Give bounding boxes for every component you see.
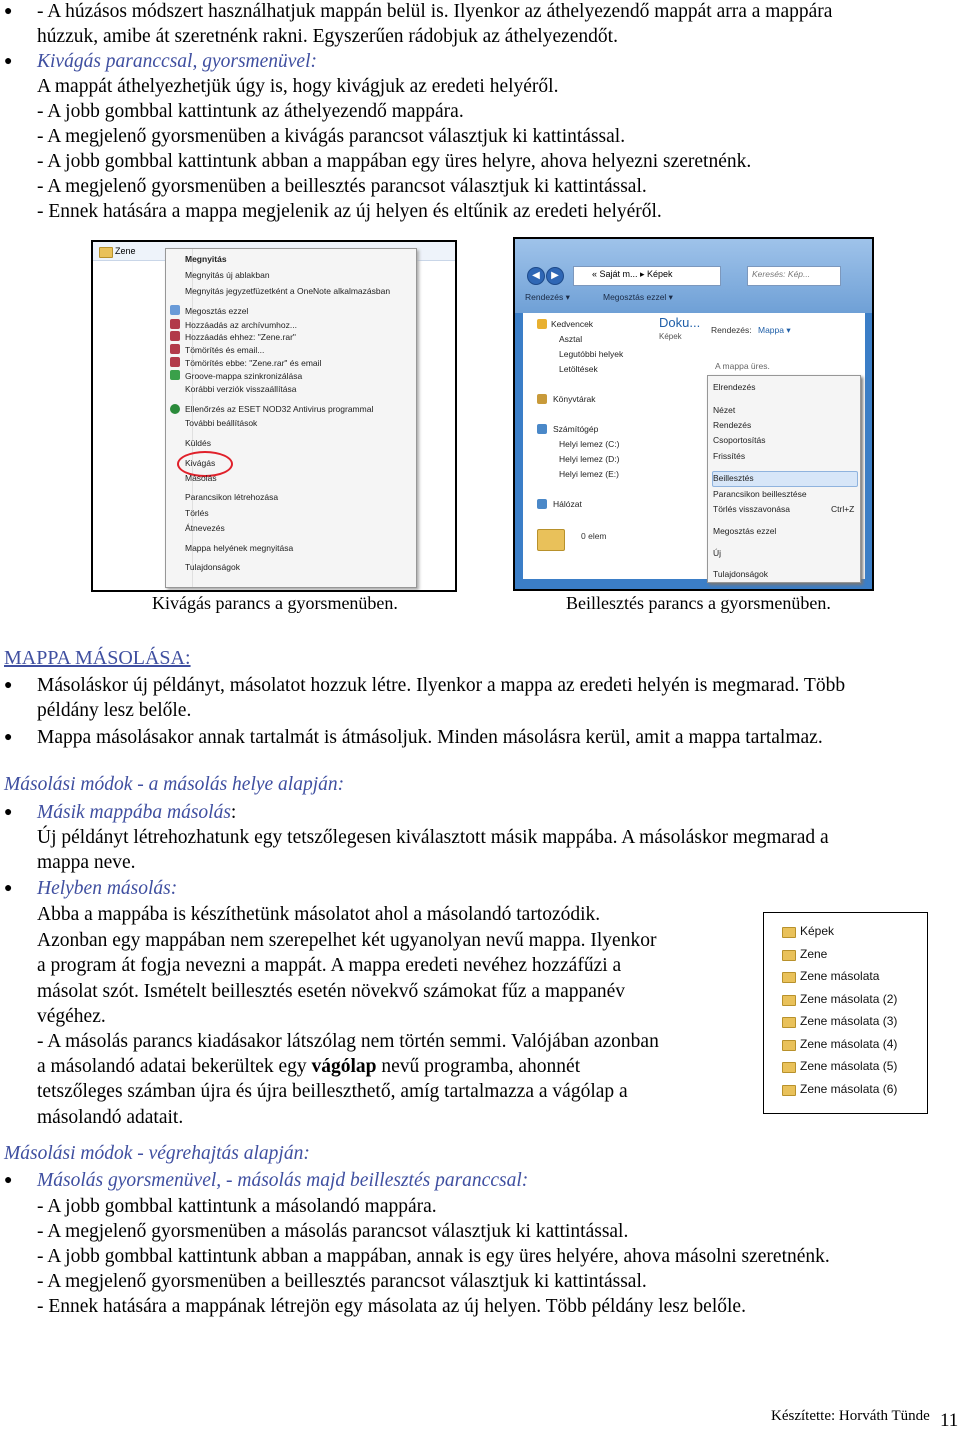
menu-item[interactable]: Küldés	[185, 438, 211, 448]
menu-item[interactable]: Hozzáadás az archívumhoz...	[185, 320, 297, 330]
paragraph-line: - A jobb gombbal kattintunk abban a mappában, annak is egy üres helyére, ahova másolni szeretnénk.	[37, 1246, 830, 1267]
eset-icon	[170, 404, 180, 414]
paragraph-line: - A húzásos módszert használhatjuk mappán belül is. Ilyenkor az áthelyezendő mappát arra a mappára	[37, 1, 833, 22]
bullet: ●	[4, 805, 13, 820]
paragraph-line: mappa neve.	[37, 852, 136, 873]
folder-item[interactable]: Zene másolata (5)	[800, 1059, 898, 1073]
folder-icon	[537, 529, 565, 551]
paragraph-line: - A jobb gombbal kattintunk a másolandó mappára.	[37, 1196, 437, 1217]
menu-item[interactable]: Új	[713, 548, 722, 558]
folder-item[interactable]: Zene másolata (2)	[800, 992, 898, 1006]
menu-item[interactable]: Frissítés	[713, 451, 746, 461]
menu-item-paste[interactable]: Beillesztés	[713, 473, 754, 483]
share-icon	[170, 305, 180, 315]
bullet: ●	[4, 881, 13, 896]
nav-item[interactable]: Letöltések	[559, 364, 598, 374]
folder-icon	[782, 995, 796, 1006]
folder-icon	[782, 1085, 796, 1096]
paragraph-line: - A jobb gombbal kattintunk az áthelyezendő mappára.	[37, 101, 464, 122]
library-icon	[537, 394, 547, 404]
modes-heading: Másolási módok - a másolás helye alapján:	[4, 774, 345, 795]
winrar-icon	[170, 357, 180, 367]
paragraph-line: tetszőleges számban újra és újra beilleszthető, amíg tartalmazza a vágólap a	[37, 1081, 628, 1102]
status-text: 0 elem	[581, 531, 607, 541]
folder-icon	[782, 1040, 796, 1051]
nav-item[interactable]: Legutóbbi helyek	[559, 349, 624, 359]
shortcut-label: Ctrl+Z	[831, 504, 855, 514]
vagolap-term: vágólap	[311, 1056, 377, 1077]
computer-icon	[537, 424, 547, 434]
paragraph-line: húzzuk, amibe át szeretnénk rakni. Egyszerűen rádobjuk az áthelyezendőt.	[37, 26, 618, 47]
menu-item[interactable]: Rendezés	[713, 420, 752, 430]
gyors-heading: Másolás gyorsmenüvel, - másolás majd beillesztés paranccsal:	[37, 1170, 529, 1191]
paragraph-line: - Ennek hatására a mappának létrejön egy másolata az új helyen. Több példány lesz belőle.	[37, 1296, 746, 1317]
folder-icon	[782, 972, 796, 983]
menu-item[interactable]: Nézet	[713, 405, 736, 415]
paragraph-line: A mappát áthelyezhetjük úgy is, hogy kivágjuk az eredeti helyéről.	[37, 76, 559, 97]
breadcrumb: « Saját m... ▸ Képek	[592, 269, 673, 279]
search-input[interactable]: Keresés: Kép...	[747, 266, 841, 286]
menu-item-cut[interactable]: Kivágás	[185, 458, 216, 468]
page-number: 11	[940, 1410, 959, 1431]
caption: Beillesztés parancs a gyorsmenüben.	[566, 593, 831, 613]
menu-item[interactable]: Megnyitás	[185, 254, 227, 264]
paragraph-line: példány lesz belőle.	[37, 700, 192, 721]
folder-item[interactable]: Képek	[800, 924, 835, 938]
masik-heading: Másik mappába másolás	[37, 802, 231, 823]
paragraph-line: - A megjelenő gyorsmenüben a kivágás parancsot választjuk ki kattintással.	[37, 126, 626, 147]
menu-item[interactable]: Ellenőrzés az ESET NOD32 Antivirus programmal	[185, 404, 374, 414]
empty-text: A mappa üres.	[715, 361, 770, 371]
paragraph-line: Abba a mappába is készíthetünk másolatot ahol a másolandó tartozódik.	[37, 904, 601, 925]
winrar-icon	[170, 344, 180, 354]
menu-item[interactable]: Mappa helyének megnyitása	[185, 543, 294, 553]
paragraph-line: a program át fogja nevezni a mappát. A mappa eredeti nevéhez hozzáfűzi a	[37, 955, 622, 976]
folder-icon	[782, 950, 796, 961]
kivagas-heading: Kivágás paranccsal, gyorsmenüvel:	[37, 51, 317, 72]
subheading-line	[37, 801, 236, 825]
folder-icon	[99, 247, 113, 258]
nav-libraries[interactable]: Könyvtárak	[553, 394, 596, 404]
paragraph-line: - A megjelenő gyorsmenüben a másolás parancsot választjuk ki kattintással.	[37, 1221, 629, 1242]
screenshot-folder-copies	[763, 912, 928, 1114]
share-button[interactable]: Megosztás ezzel ▾	[603, 292, 673, 302]
screenshot-cut-menu	[91, 240, 457, 592]
arrange-label: Rendezés:	[711, 325, 752, 335]
menu-item[interactable]: Parancsikon létrehozása	[185, 492, 279, 502]
nav-item[interactable]: Asztal	[559, 334, 583, 344]
folder-item[interactable]: Zene másolata (6)	[800, 1082, 898, 1096]
nav-computer[interactable]: Számítógép	[553, 424, 599, 434]
nav-item[interactable]: Helyi lemez (E:)	[559, 469, 619, 479]
paragraph-line: - A megjelenő gyorsmenüben a beillesztés parancsot választjuk ki kattintással.	[37, 1271, 647, 1292]
helyben-heading: Helyben másolás:	[37, 878, 178, 899]
menu-item[interactable]: Parancsikon beillesztése	[713, 489, 807, 499]
folder-icon	[782, 1062, 796, 1073]
folder-item[interactable]: Zene	[800, 947, 828, 961]
menu-item[interactable]: Átnevezés	[185, 523, 225, 533]
menu-item[interactable]: Tulajdonságok	[185, 562, 240, 572]
folder-item[interactable]: Zene másolata (4)	[800, 1037, 898, 1051]
menu-item[interactable]: Megnyitás jegyzetfüzetként a OneNote alkalmazásban	[185, 286, 391, 296]
menu-item[interactable]: Tömörítés ebbe: "Zene.rar" és email	[185, 358, 322, 368]
library-subtitle: Képek	[659, 332, 682, 341]
winrar-icon	[170, 319, 180, 329]
menu-item[interactable]: Elrendezés	[713, 382, 756, 392]
nav-favorites[interactable]: Kedvencek	[551, 319, 594, 329]
nav-item[interactable]: Helyi lemez (C:)	[559, 439, 620, 449]
menu-item[interactable]: Megosztás ezzel	[185, 306, 249, 316]
paragraph-line: - A megjelenő gyorsmenüben a beillesztés parancsot választjuk ki kattintással.	[37, 176, 647, 197]
footer-author: Készítette: Horváth Tünde	[771, 1408, 930, 1424]
folder-item[interactable]: Zene másolata (3)	[800, 1014, 898, 1028]
menu-item[interactable]: Tömörítés és email...	[185, 345, 265, 355]
screenshot-paste-menu	[513, 237, 874, 591]
menu-item[interactable]: Hozzáadás ehhez: "Zene.rar"	[185, 332, 296, 342]
nav-network[interactable]: Hálózat	[553, 499, 582, 509]
menu-item[interactable]: Másolás	[185, 473, 217, 483]
menu-item[interactable]: Törlés visszavonása	[713, 504, 791, 514]
caption: Kivágás parancs a gyorsmenüben.	[152, 593, 398, 613]
paragraph-line: végéhez.	[37, 1006, 106, 1027]
paragraph-line: Azonban egy mappában nem szerepelhet két ugyanolyan nevű mappa. Ilyenkor	[37, 930, 657, 951]
menu-item[interactable]: Törlés	[185, 508, 209, 518]
folder-label: Zene	[115, 246, 136, 256]
paragraph-line: másolat szót. Ismételt beillesztés esetén növekvő számokat fűz a mappanév	[37, 981, 626, 1002]
menu-item[interactable]: Csoportosítás	[713, 435, 766, 445]
star-icon	[537, 319, 547, 329]
menu-item[interactable]: További beállítások	[185, 418, 258, 428]
back-icon[interactable]: ◀	[527, 267, 545, 285]
menu-item[interactable]: Groove-mappa szinkronizálása	[185, 371, 303, 381]
section-title: MAPPA MÁSOLÁSA:	[4, 647, 191, 669]
paragraph-line: Mappa másolásakor annak tartalmát is átmásoljuk. Minden másolásra kerül, amit a mappa tartalmaz.	[37, 727, 823, 748]
bullet: ●	[4, 4, 13, 19]
menu-item[interactable]: Korábbi verziók visszaállítása	[185, 384, 297, 394]
folder-item[interactable]: Zene másolata	[800, 969, 880, 983]
network-icon	[537, 499, 547, 509]
groove-icon	[170, 370, 180, 380]
folder-icon	[782, 1017, 796, 1028]
address-bar[interactable]	[573, 266, 721, 286]
bullet: ●	[4, 678, 13, 693]
paragraph-line: Másoláskor új példányt, másolatot hozzuk létre. Ilyenkor a mappa az eredeti helyén is megmarad. Több	[37, 675, 846, 696]
forward-icon[interactable]: ▶	[546, 267, 564, 285]
menu-item[interactable]: Megnyitás új ablakban	[185, 270, 270, 280]
paragraph-line: másolandó adatait.	[37, 1107, 184, 1128]
bullet: ●	[4, 1173, 13, 1188]
library-title: Doku...	[659, 315, 701, 330]
bullet: ●	[4, 54, 13, 69]
paragraph-line: Új példányt létrehozhatunk egy tetszőlegesen kiválasztott másik mappába. A másoláskor megmarad a	[37, 827, 829, 848]
folder-icon	[782, 927, 796, 938]
modes-heading: Másolási módok - végrehajtás alapján:	[4, 1143, 310, 1164]
menu-item[interactable]: Megosztás ezzel	[713, 526, 777, 536]
paragraph-line: - Ennek hatására a mappa megjelenik az új helyen és eltűnik az eredeti helyéről.	[37, 201, 662, 222]
menu-item[interactable]: Tulajdonságok	[713, 569, 768, 579]
organize-button[interactable]: Rendezés ▾	[525, 292, 570, 302]
arrange-dropdown[interactable]: Mappa ▾	[758, 325, 791, 335]
paragraph-line: a másolandó adatai bekerültek egy vágólap nevű programba, ahonnét	[37, 1056, 581, 1077]
paragraph-line: - A másolás parancs kiadásakor látszólag nem történ semmi. Valójában azonban	[37, 1031, 659, 1052]
nav-item[interactable]: Helyi lemez (D:)	[559, 454, 620, 464]
bullet: ●	[4, 730, 13, 745]
colon: :	[230, 802, 237, 823]
paragraph-line: - A jobb gombbal kattintunk abban a mappában egy üres helyre, ahova helyezni szeretnénk.	[37, 151, 752, 172]
winrar-icon	[170, 331, 180, 341]
